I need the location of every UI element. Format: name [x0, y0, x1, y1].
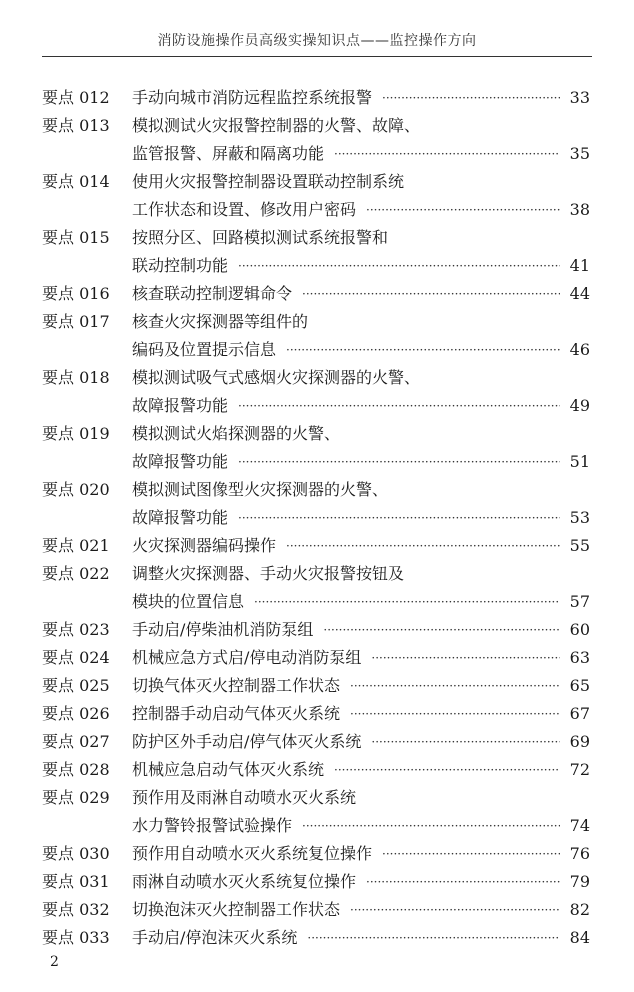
toc-dot-leader	[238, 504, 560, 532]
toc-dot-leader	[323, 616, 560, 644]
toc-entry-page: 35	[569, 144, 590, 163]
toc-entry-page: 55	[569, 536, 590, 555]
toc-entry-title: 调整火灾探测器、手动火灾报警按钮及	[132, 564, 405, 583]
toc-entry[interactable]	[42, 924, 590, 952]
toc-entry[interactable]	[42, 616, 590, 644]
toc-dot-leader	[366, 196, 560, 224]
toc-entry-line	[42, 588, 590, 616]
toc-entry-title: 故障报警功能	[132, 452, 229, 471]
toc-entry[interactable]	[42, 672, 590, 700]
toc-entry[interactable]	[42, 112, 590, 168]
toc-entry-title: 机械应急启动气体灭火系统	[132, 760, 325, 779]
toc-entry-title: 核查火灾探测器等组件的	[132, 312, 309, 331]
toc-entry-title: 雨淋自动喷水灭火系统复位操作	[132, 872, 357, 891]
toc-entry-key: 要点 020	[42, 480, 110, 499]
toc-entry-line	[42, 784, 590, 812]
toc-entry-title: 控制器手动启动气体灭火系统	[132, 704, 341, 723]
toc-entry-line	[42, 504, 590, 532]
toc-entry-page: 38	[569, 200, 590, 219]
toc-entry-key: 要点 014	[42, 172, 110, 191]
toc-entry-key: 要点 016	[42, 284, 110, 303]
toc-dot-leader	[382, 840, 560, 868]
toc-entry-page: 53	[569, 508, 590, 527]
toc-entry-page: 46	[569, 340, 590, 359]
toc-entry-title: 机械应急方式启/停电动消防泵组	[132, 648, 362, 667]
toc-entry-key: 要点 025	[42, 676, 110, 695]
toc-entry-key: 要点 027	[42, 732, 110, 751]
toc-entry-title: 防护区外手动启/停气体灭火系统	[132, 732, 362, 751]
toc-entry[interactable]	[42, 868, 590, 896]
toc-entry-line	[42, 252, 590, 280]
toc-entry-title: 按照分区、回路模拟测试系统报警和	[132, 228, 389, 247]
toc-dot-leader	[302, 812, 560, 840]
toc-entry-line	[42, 560, 590, 588]
toc-entry-line	[42, 224, 590, 252]
toc-entry-line	[42, 392, 590, 420]
toc-entry-page: 44	[569, 284, 590, 303]
toc-entry-line	[42, 140, 590, 168]
toc-entry-key: 要点 030	[42, 844, 110, 863]
toc-entry[interactable]	[42, 168, 590, 224]
toc-entry-page: 51	[569, 452, 590, 471]
toc-entry-title: 模拟测试图像型火灾探测器的火警、	[132, 480, 389, 499]
toc-entry-line	[42, 868, 590, 896]
toc-entry-page: 63	[569, 648, 590, 667]
toc-entry-line	[42, 840, 590, 868]
toc-entry-title: 故障报警功能	[132, 396, 229, 415]
toc-dot-leader	[286, 336, 560, 364]
running-header-title: 消防设施操作员高级实操知识点——监控操作方向	[157, 33, 477, 49]
toc-entry-key: 要点 028	[42, 760, 110, 779]
table-of-contents	[42, 84, 590, 952]
running-header	[42, 0, 592, 57]
toc-entry[interactable]	[42, 224, 590, 280]
toc-entry[interactable]	[42, 728, 590, 756]
toc-entry-line	[42, 308, 590, 336]
toc-entry[interactable]	[42, 784, 590, 840]
toc-entry[interactable]	[42, 756, 590, 784]
toc-entry-line	[42, 616, 590, 644]
toc-dot-leader	[286, 532, 560, 560]
toc-dot-leader	[254, 588, 560, 616]
toc-dot-leader	[334, 140, 560, 168]
toc-entry-title: 水力警铃报警试验操作	[132, 816, 293, 835]
toc-entry[interactable]	[42, 896, 590, 924]
toc-entry-title: 手动启/停泡沫灭火系统	[132, 928, 298, 947]
toc-entry-key: 要点 015	[42, 228, 110, 247]
toc-entry-line	[42, 924, 590, 952]
toc-entry-title: 预作用及雨淋自动喷水灭火系统	[132, 788, 357, 807]
toc-entry-title: 模拟测试火焰探测器的火警、	[132, 424, 341, 443]
toc-entry-key: 要点 017	[42, 312, 110, 331]
toc-entry[interactable]	[42, 364, 590, 420]
toc-entry-key: 要点 031	[42, 872, 110, 891]
toc-entry[interactable]	[42, 700, 590, 728]
toc-entry-key: 要点 032	[42, 900, 110, 919]
toc-entry-title: 使用火灾报警控制器设置联动控制系统	[132, 172, 405, 191]
toc-entry-title: 预作用自动喷水灭火系统复位操作	[132, 844, 373, 863]
toc-dot-leader	[382, 84, 560, 112]
toc-entry-key: 要点 029	[42, 788, 110, 807]
toc-entry[interactable]	[42, 644, 590, 672]
toc-entry-line	[42, 364, 590, 392]
toc-entry-title: 模拟测试火灾报警控制器的火警、故障、	[132, 116, 421, 135]
toc-dot-leader	[366, 868, 560, 896]
toc-entry-title: 切换气体灭火控制器工作状态	[132, 676, 341, 695]
toc-dot-leader	[350, 896, 560, 924]
toc-entry-key: 要点 021	[42, 536, 110, 555]
toc-entry-key: 要点 033	[42, 928, 110, 947]
toc-entry-page: 41	[569, 256, 590, 275]
toc-entry-key: 要点 023	[42, 620, 110, 639]
toc-entry-key: 要点 012	[42, 88, 110, 107]
toc-entry-key: 要点 024	[42, 648, 110, 667]
toc-entry-line	[42, 280, 590, 308]
toc-entry-line	[42, 196, 590, 224]
toc-dot-leader	[350, 700, 560, 728]
toc-entry-title: 编码及位置提示信息	[132, 340, 277, 359]
toc-entry-key: 要点 022	[42, 564, 110, 583]
toc-entry-title: 工作状态和设置、修改用户密码	[132, 200, 357, 219]
toc-entry-page: 76	[569, 844, 590, 863]
toc-entry-title: 切换泡沫灭火控制器工作状态	[132, 900, 341, 919]
toc-entry-line	[42, 728, 590, 756]
toc-entry-line	[42, 896, 590, 924]
toc-entry-line	[42, 420, 590, 448]
toc-entry-title: 手动向城市消防远程监控系统报警	[132, 88, 373, 107]
toc-entry-key: 要点 018	[42, 368, 110, 387]
toc-entry-title: 模拟测试吸气式感烟火灾探测器的火警、	[132, 368, 421, 387]
toc-entry-page: 60	[569, 620, 590, 639]
toc-dot-leader	[238, 392, 560, 420]
toc-entry-line	[42, 644, 590, 672]
toc-entry[interactable]	[42, 840, 590, 868]
toc-entry-line	[42, 532, 590, 560]
toc-dot-leader	[371, 728, 560, 756]
toc-entry-page: 72	[569, 760, 590, 779]
page-number: 2	[50, 954, 59, 970]
toc-entry-title: 手动启/停柴油机消防泵组	[132, 620, 314, 639]
toc-dot-leader	[350, 672, 560, 700]
toc-entry-title: 联动控制功能	[132, 256, 229, 275]
toc-entry-key: 要点 019	[42, 424, 110, 443]
toc-entry-page: 57	[569, 592, 590, 611]
toc-entry-key: 要点 026	[42, 704, 110, 723]
toc-entry[interactable]	[42, 476, 590, 532]
toc-entry-page: 74	[569, 816, 590, 835]
toc-entry[interactable]	[42, 308, 590, 364]
toc-entry[interactable]	[42, 280, 590, 308]
toc-entry-title: 故障报警功能	[132, 508, 229, 527]
toc-dot-leader	[238, 252, 560, 280]
toc-entry-line	[42, 812, 590, 840]
toc-entry-title: 火灾探测器编码操作	[132, 536, 277, 555]
toc-entry-line	[42, 756, 590, 784]
toc-entry-title: 核查联动控制逻辑命令	[132, 284, 293, 303]
toc-entry-page: 49	[569, 396, 590, 415]
toc-entry-title: 模块的位置信息	[132, 592, 245, 611]
toc-entry-line	[42, 336, 590, 364]
toc-entry[interactable]	[42, 532, 590, 560]
toc-entry-page: 84	[569, 928, 590, 947]
toc-entry[interactable]	[42, 560, 590, 616]
toc-entry-page: 69	[569, 732, 590, 751]
toc-entry-line	[42, 672, 590, 700]
toc-entry-title: 监管报警、屏蔽和隔离功能	[132, 144, 325, 163]
toc-dot-leader	[334, 756, 560, 784]
toc-entry-line	[42, 168, 590, 196]
toc-entry-line	[42, 84, 590, 112]
toc-entry-page: 33	[569, 88, 590, 107]
toc-entry-key: 要点 013	[42, 116, 110, 135]
toc-entry-line	[42, 112, 590, 140]
toc-entry-line	[42, 700, 590, 728]
toc-dot-leader	[238, 448, 560, 476]
toc-entry-line	[42, 476, 590, 504]
toc-entry[interactable]	[42, 420, 590, 476]
toc-dot-leader	[371, 644, 560, 672]
toc-entry-page: 67	[569, 704, 590, 723]
toc-dot-leader	[302, 280, 560, 308]
toc-entry-line	[42, 448, 590, 476]
toc-entry-page: 79	[569, 872, 590, 891]
toc-entry-page: 65	[569, 676, 590, 695]
toc-entry-page: 82	[569, 900, 590, 919]
toc-dot-leader	[307, 924, 560, 952]
toc-entry[interactable]	[42, 84, 590, 112]
